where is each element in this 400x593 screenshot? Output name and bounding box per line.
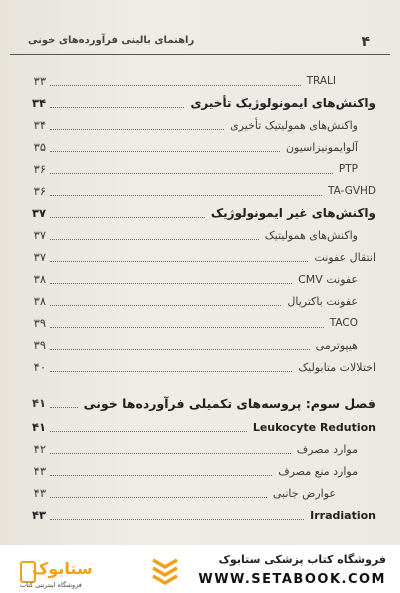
- page-header: [10, 30, 390, 55]
- toc-entry[interactable]: [22, 224, 378, 246]
- dot-leader: [50, 85, 301, 86]
- toc-entry-title: موارد مصرف: [296, 442, 358, 456]
- toc-entry-title: فصل سوم: پروسه‌های تکمیلی فرآورده‌ها خونی: [83, 395, 376, 411]
- toc-entry-page: ۳۵: [33, 140, 46, 154]
- dot-leader: [50, 349, 310, 350]
- footer-banner: [0, 545, 400, 593]
- toc-entry[interactable]: [22, 70, 378, 92]
- running-title: راهنمای بالینی فرآورده‌های خونی: [28, 35, 195, 46]
- toc-entry[interactable]: [22, 356, 378, 378]
- toc-entry-title: موارد منع مصرف: [278, 464, 358, 478]
- dot-leader: [50, 217, 205, 218]
- dot-leader: [50, 519, 304, 520]
- dot-leader: [50, 453, 291, 454]
- toc-entry[interactable]: [22, 136, 378, 158]
- toc-entry[interactable]: [22, 202, 378, 224]
- toc-entry-page: ۴۱: [31, 396, 46, 410]
- toc-entry-page: ۴۳: [33, 464, 46, 478]
- dot-leader: [50, 129, 224, 130]
- toc-entry[interactable]: [22, 290, 378, 312]
- toc-entry-title: Irradiation: [310, 508, 376, 522]
- toc-entry-page: ۳۴: [31, 96, 46, 110]
- toc-entry-page: ۳۷: [31, 206, 46, 220]
- toc-entry-page: ۴۳: [31, 508, 46, 522]
- table-of-contents: [22, 70, 378, 526]
- dot-leader: [50, 107, 184, 108]
- toc-entry-title: هیپوترمی: [315, 338, 358, 352]
- toc-entry-page: ۳۶: [33, 162, 46, 176]
- toc-entry-page: ۳۹: [33, 316, 46, 330]
- toc-entry-page: ۳۹: [33, 338, 46, 352]
- toc-entry-title: انتقال عفونت: [314, 250, 376, 264]
- toc-entry-page: ۳۸: [33, 272, 46, 286]
- toc-entry[interactable]: [22, 268, 378, 290]
- toc-entry-title: واکنش‌های همولیتیک تأخیری: [230, 118, 358, 132]
- dot-leader: [50, 195, 322, 196]
- dot-leader: [50, 261, 308, 262]
- toc-entry-title: TACO: [329, 317, 358, 329]
- setabook-logo: [10, 553, 93, 589]
- logo-subtitle: فروشگاه اینترنتی کتاب: [20, 581, 82, 589]
- dot-leader: [50, 305, 281, 306]
- toc-entry-page: ۳۴: [33, 118, 46, 132]
- dot-leader: [50, 497, 267, 498]
- toc-entry-title: عفونت باکتریال: [287, 294, 358, 308]
- toc-entry[interactable]: [22, 312, 378, 334]
- dot-leader: [50, 239, 259, 240]
- toc-entry-title: عوارض جانبی: [272, 486, 336, 500]
- toc-entry-title: واکنش‌های ایمونولوژیک تأخیری: [190, 96, 376, 110]
- dot-leader: [50, 431, 247, 432]
- toc-entry[interactable]: [22, 460, 378, 482]
- store-name: فروشگاه کتاب پزشکی ستابوک: [218, 553, 386, 566]
- toc-entry[interactable]: [22, 246, 378, 268]
- toc-entry[interactable]: [22, 334, 378, 356]
- toc-entry-title: عفونت CMV: [298, 272, 358, 286]
- toc-entry-page: ۳۷: [33, 228, 46, 242]
- dot-leader: [50, 151, 280, 152]
- dot-leader: [50, 475, 272, 476]
- dot-leader: [50, 283, 292, 284]
- toc-entry[interactable]: [22, 180, 378, 202]
- toc-entry-title: Leukocyte Redution: [252, 420, 376, 434]
- toc-entry-page: ۴۱: [31, 420, 46, 434]
- toc-entry[interactable]: [22, 158, 378, 180]
- toc-entry-page: ۳۶: [33, 184, 46, 198]
- dot-leader: [50, 173, 333, 174]
- toc-entry-title: اختلالات متابولیک: [298, 360, 376, 374]
- dot-leader: [50, 407, 78, 408]
- toc-entry-page: ۳۸: [33, 294, 46, 308]
- toc-entry-title: واکنش‌های غیر ایمونولوژیک: [210, 206, 376, 220]
- dot-leader: [50, 327, 324, 328]
- toc-entry[interactable]: [22, 92, 378, 114]
- toc-entry-title: TA-GVHD: [327, 185, 376, 197]
- toc-entry[interactable]: [22, 482, 378, 504]
- toc-entry-title: واکنش‌های همولیتیک: [264, 228, 358, 242]
- toc-entry-page: ۳۳: [33, 74, 46, 88]
- toc-entry-page: ۳۷: [33, 250, 46, 264]
- toc-entry-title: TRALI: [306, 75, 336, 87]
- toc-entry-page: ۴۰: [33, 360, 46, 374]
- logo-word: ستابوک: [32, 559, 93, 578]
- store-url-link[interactable]: WWW.SETABOOK.COM: [198, 572, 386, 587]
- section-gap: [22, 378, 378, 390]
- toc-entry[interactable]: [22, 390, 378, 416]
- toc-entry-page: ۴۲: [33, 442, 46, 456]
- toc-entry-title: PTP: [338, 163, 358, 175]
- toc-entry[interactable]: [22, 114, 378, 136]
- toc-entry-title: آلوایمونیزاسیون: [285, 140, 358, 154]
- toc-entry[interactable]: [22, 416, 378, 438]
- toc-entry[interactable]: [22, 438, 378, 460]
- page-number: ۴: [361, 34, 370, 50]
- toc-entry[interactable]: [22, 504, 378, 526]
- chevron-logo-icon: [150, 555, 180, 585]
- toc-entry-page: ۴۳: [33, 486, 46, 500]
- dot-leader: [50, 371, 292, 372]
